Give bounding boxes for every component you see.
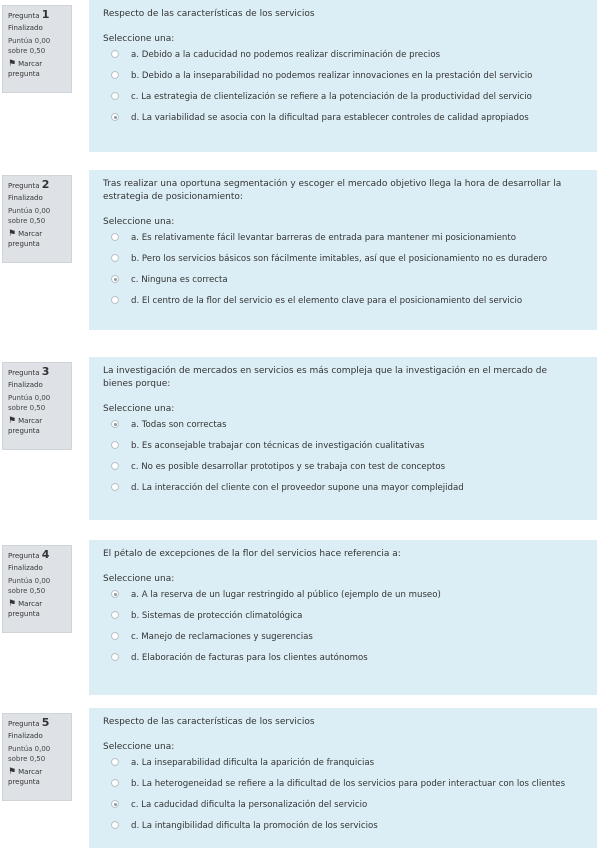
radio-icon[interactable] — [111, 821, 119, 829]
flag-icon: ⚑ — [8, 767, 17, 777]
answer-option[interactable]: b. Es aconsejable trabajar con técnicas de investigación cualitativas — [103, 440, 597, 452]
answer-option[interactable]: d. La interacción del cliente con el proveedor supone una mayor complejidad — [103, 482, 597, 494]
radio-icon[interactable] — [111, 462, 119, 470]
answer-list — [103, 49, 597, 124]
radio-icon[interactable] — [111, 779, 119, 787]
flag-icon: ⚑ — [8, 599, 17, 609]
answer-option[interactable]: c. La caducidad dificulta la personalización del servicio — [103, 799, 597, 811]
question-text: El pétalo de excepciones de la flor del servicios hace referencia a: — [103, 549, 401, 559]
question-state: Finalizado — [8, 24, 43, 32]
question-number: Pregunta 5 — [8, 716, 50, 729]
question-grade: Puntúa 0,00 sobre 0,50 — [8, 394, 51, 412]
question-text: La investigación de mercados en servicios es más compleja que la investigación en el mercado de bienes porque: — [103, 366, 548, 389]
question-content — [89, 0, 597, 152]
flag-question-button[interactable]: ⚑ Marcar pregunta — [8, 599, 43, 618]
answer-option[interactable]: a. Debido a la caducidad no podemos realizar discriminación de precios — [103, 49, 597, 61]
radio-icon[interactable] — [111, 800, 119, 808]
answer-option[interactable]: d. La intangibilidad dificulta la promoción de los servicios — [103, 820, 597, 832]
answer-prompt: Seleccione una: — [103, 34, 175, 44]
question-grade: Puntúa 0,00 sobre 0,50 — [8, 37, 51, 55]
flag-question-button[interactable]: ⚑ Marcar pregunta — [8, 59, 43, 78]
answer-option[interactable]: c. La estrategia de clientelización se refiere a la potenciación de la productividad del servicio — [103, 91, 597, 103]
radio-icon[interactable] — [111, 71, 119, 79]
answer-option[interactable]: a. Es relativamente fácil levantar barreras de entrada para mantener mi posicionamiento — [103, 232, 597, 244]
answer-option[interactable]: b. Debido a la inseparabilidad no podemos realizar innovaciones en la prestación del servicio — [103, 70, 597, 82]
flag-question-button[interactable]: ⚑ Marcar pregunta — [8, 229, 43, 248]
radio-icon[interactable] — [111, 296, 119, 304]
question-content — [89, 170, 597, 330]
answer-prompt: Seleccione una: — [103, 404, 175, 414]
answer-option[interactable]: b. Pero los servicios básicos son fácilmente imitables, así que el posicionamiento no es duradero — [103, 253, 597, 265]
answer-prompt: Seleccione una: — [103, 217, 175, 227]
answer-option[interactable]: a. A la reserva de un lugar restringido al público (ejemplo de un museo) — [103, 589, 597, 601]
radio-icon[interactable] — [111, 441, 119, 449]
question-text: Respecto de las características de los servicios — [103, 717, 315, 727]
answer-prompt: Seleccione una: — [103, 742, 175, 752]
question-info — [2, 175, 72, 263]
answer-option[interactable]: d. El centro de la flor del servicio es el elemento clave para el posicionamiento del servicio — [103, 295, 597, 307]
answer-option[interactable]: c. Manejo de reclamaciones y sugerencias — [103, 631, 597, 643]
question-info — [2, 362, 72, 450]
radio-icon[interactable] — [111, 632, 119, 640]
question-state: Finalizado — [8, 732, 43, 740]
flag-icon: ⚑ — [8, 59, 17, 69]
answer-list — [103, 232, 597, 307]
flag-icon: ⚑ — [8, 229, 17, 239]
answer-option[interactable]: c. Ninguna es correcta — [103, 274, 597, 286]
answer-option[interactable]: b. La heterogeneidad se refiere a la dificultad de los servicios para poder interactuar con los clientes — [103, 778, 597, 790]
radio-icon[interactable] — [111, 50, 119, 58]
question-text: Respecto de las características de los servicios — [103, 9, 315, 19]
radio-icon[interactable] — [111, 92, 119, 100]
flag-question-button[interactable]: ⚑ Marcar pregunta — [8, 767, 43, 786]
answer-option[interactable]: b. Sistemas de protección climatológica — [103, 610, 597, 622]
question-grade: Puntúa 0,00 sobre 0,50 — [8, 577, 51, 595]
flag-icon: ⚑ — [8, 416, 17, 426]
question-state: Finalizado — [8, 564, 43, 572]
radio-icon[interactable] — [111, 113, 119, 121]
radio-icon[interactable] — [111, 758, 119, 766]
question-grade: Puntúa 0,00 sobre 0,50 — [8, 745, 51, 763]
question-state: Finalizado — [8, 194, 43, 202]
answer-option[interactable]: a. La inseparabilidad dificulta la aparición de franquicias — [103, 757, 597, 769]
radio-icon[interactable] — [111, 611, 119, 619]
question-number: Pregunta 1 — [8, 8, 50, 21]
question-state: Finalizado — [8, 381, 43, 389]
question-content — [89, 357, 597, 520]
radio-icon[interactable] — [111, 653, 119, 661]
radio-icon[interactable] — [111, 483, 119, 491]
radio-icon[interactable] — [111, 233, 119, 241]
question-number: Pregunta 3 — [8, 365, 50, 378]
question-info — [2, 5, 72, 93]
question-grade: Puntúa 0,00 sobre 0,50 — [8, 207, 51, 225]
radio-icon[interactable] — [111, 590, 119, 598]
flag-question-button[interactable]: ⚑ Marcar pregunta — [8, 416, 43, 435]
answer-option[interactable]: a. Todas son correctas — [103, 419, 597, 431]
question-number: Pregunta 2 — [8, 178, 50, 191]
answer-list — [103, 757, 597, 832]
question-content — [89, 540, 597, 695]
question-info — [2, 545, 72, 633]
question-content — [89, 708, 597, 848]
answer-option[interactable]: d. La variabilidad se asocia con la dificultad para establecer controles de calidad apropiados — [103, 112, 597, 124]
answer-option[interactable]: d. Elaboración de facturas para los clientes autónomos — [103, 652, 597, 664]
answer-option[interactable]: c. No es posible desarrollar prototipos y se trabaja con test de conceptos — [103, 461, 597, 473]
answer-list — [103, 589, 597, 664]
radio-icon[interactable] — [111, 275, 119, 283]
radio-icon[interactable] — [111, 254, 119, 262]
question-info — [2, 713, 72, 801]
question-number: Pregunta 4 — [8, 548, 50, 561]
answer-list — [103, 419, 597, 494]
radio-icon[interactable] — [111, 420, 119, 428]
answer-prompt: Seleccione una: — [103, 574, 175, 584]
question-text: Tras realizar una oportuna segmentación y escoger el mercado objetivo llega la hora de desarrollar la estrategia de posicionamiento: — [103, 179, 562, 202]
